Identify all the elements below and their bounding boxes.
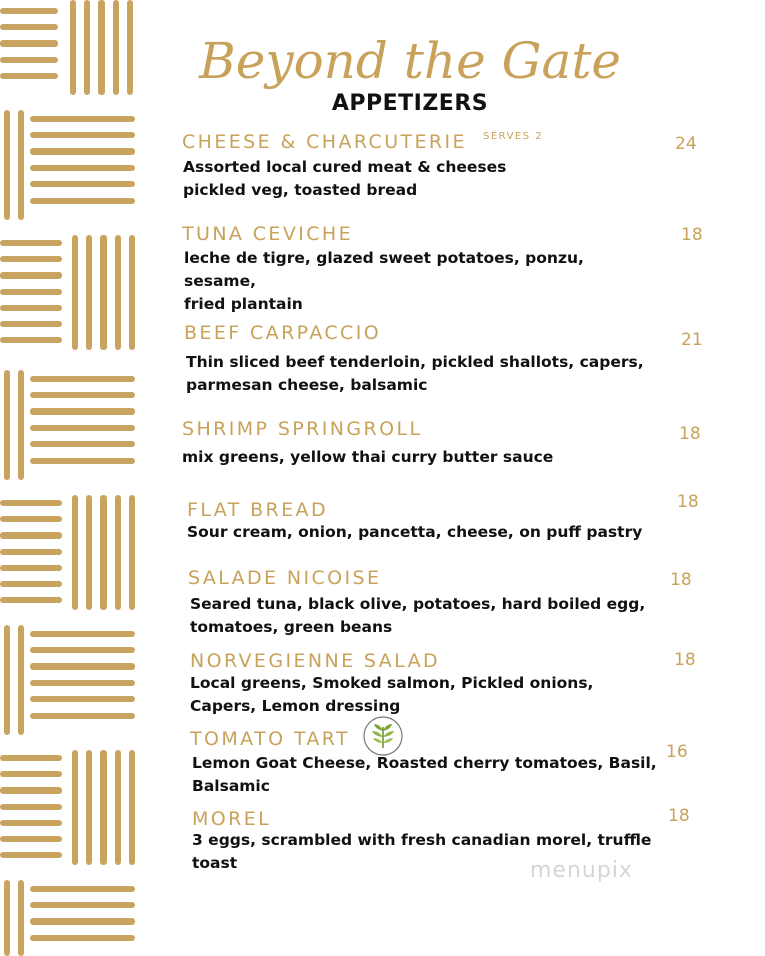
item-description (183, 156, 653, 202)
pattern-vertical-block (72, 495, 135, 610)
item-name: BEEF CARPACCIO (184, 322, 382, 344)
pattern-horizontal-block (0, 240, 62, 343)
item-price: 16 (666, 742, 688, 762)
item-name: TOMATO TART (190, 728, 351, 750)
leaf-icon (362, 715, 404, 757)
item-name: CHEESE & CHARCUTERIE (182, 131, 467, 153)
pattern-vertical-block (72, 235, 135, 350)
item-price: 18 (681, 225, 703, 245)
item-name: FLAT BREAD (187, 499, 328, 521)
item-price: 18 (679, 424, 701, 444)
item-description-line: tomatoes, green beans (190, 618, 393, 636)
pattern-horizontal-block (30, 116, 135, 204)
pattern-vertical-block (4, 625, 24, 735)
restaurant-name: Beyond the Gate (199, 32, 621, 90)
item-description (192, 752, 662, 798)
pattern-horizontal-block (30, 886, 135, 941)
item-description-line: Thin sliced beef tenderloin, pickled shallots, capers, (186, 353, 644, 371)
item-note: SERVES 2 (483, 131, 544, 142)
item-name: SHRIMP SPRINGROLL (182, 418, 423, 440)
item-description-line: fried plantain (184, 295, 303, 313)
pattern-vertical-block (4, 110, 24, 220)
pattern-horizontal-block (30, 631, 135, 719)
item-price: 18 (674, 650, 696, 670)
pattern-vertical-block (4, 880, 24, 956)
decorative-pattern (0, 0, 138, 956)
item-description-line: Lemon Goat Cheese, Roasted cherry tomatoes, Basil, (192, 754, 657, 772)
item-description-line: Seared tuna, black olive, potatoes, hard boiled egg, (190, 595, 646, 613)
item-price: 21 (681, 330, 703, 350)
item-name: MOREL (192, 808, 272, 830)
item-description-line: Assorted local cured meat & cheeses (183, 158, 507, 176)
item-description-line: parmesan cheese, balsamic (186, 376, 428, 394)
item-description (190, 593, 660, 639)
pattern-horizontal-block (30, 376, 135, 464)
item-price: 24 (675, 134, 697, 154)
item-description (190, 672, 660, 718)
item-name: SALADE NICOISE (188, 567, 382, 589)
item-description-line: toast (192, 854, 238, 872)
watermark: menupix (530, 858, 633, 883)
item-price: 18 (670, 570, 692, 590)
item-description-line: mix greens, yellow thai curry butter sauce (182, 448, 554, 466)
item-description (184, 247, 654, 316)
item-description-line: Balsamic (192, 777, 270, 795)
item-description-line: 3 eggs, scrambled with fresh canadian morel, truffle (192, 831, 652, 849)
item-description-line: pickled veg, toasted bread (183, 181, 418, 199)
item-description (186, 351, 656, 397)
pattern-vertical-block (72, 750, 135, 865)
item-description-line: Capers, Lemon dressing (190, 697, 401, 715)
item-name: TUNA CEVICHE (182, 223, 353, 245)
pattern-horizontal-block (0, 755, 62, 858)
item-description-line: Local greens, Smoked salmon, Pickled onions, (190, 674, 594, 692)
restaurant-title (160, 8, 660, 98)
item-description-line: leche de tigre, glazed sweet potatoes, ponzu, sesame, (184, 249, 584, 290)
item-description (182, 446, 652, 469)
section-title: APPETIZERS (331, 91, 489, 116)
item-price: 18 (677, 492, 699, 512)
pattern-horizontal-block (0, 500, 62, 603)
item-description-line: Sour cream, onion, pancetta, cheese, on puff pastry (187, 523, 643, 541)
item-name: NORVEGIENNE SALAD (190, 650, 440, 672)
pattern-vertical-block (70, 0, 133, 95)
item-description (187, 521, 657, 544)
item-price: 18 (668, 806, 690, 826)
pattern-horizontal-block (0, 8, 58, 79)
pattern-vertical-block (4, 370, 24, 480)
